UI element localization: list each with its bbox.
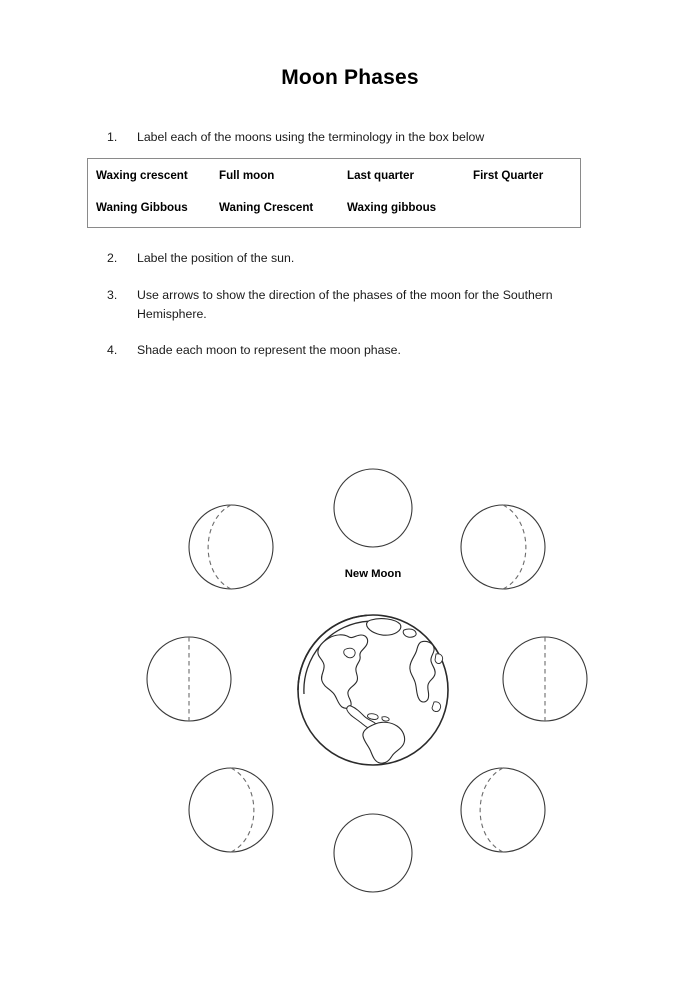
terminology-term: First Quarter: [473, 169, 544, 182]
instruction-text: Use arrows to show the direction of the phases of the moon for the Southern Hemisphere.: [137, 288, 553, 321]
landmass-limb-fragment: [435, 654, 443, 664]
landmass-arctic-island: [403, 629, 416, 637]
instruction-number: 1.: [107, 130, 118, 144]
instruction-number: 4.: [107, 343, 118, 357]
instruction-item-3: [107, 286, 562, 324]
moon-phase-diagram: [0, 430, 700, 930]
instruction-item-2: [107, 249, 577, 268]
terminology-term: Waning Crescent: [219, 201, 314, 214]
terminology-term: Waning Gibbous: [96, 201, 188, 214]
terminology-term: Waxing gibbous: [347, 201, 437, 214]
moon-top-center[interactable]: [334, 469, 412, 547]
instruction-text: Label each of the moons using the terminology in the box below: [137, 130, 485, 144]
terminology-term: Last quarter: [347, 169, 415, 182]
earth-globe: [298, 615, 448, 765]
moon-top-right[interactable]: [461, 505, 545, 589]
instruction-text: Shade each moon to represent the moon phase.: [137, 343, 401, 357]
moon-top-left[interactable]: [189, 505, 273, 589]
instruction-number: 2.: [107, 251, 118, 265]
terminology-term: Full moon: [219, 169, 275, 182]
landmass-caribbean-2: [382, 717, 389, 721]
instruction-item-1: [107, 128, 577, 147]
page-title: Moon Phases: [281, 66, 419, 89]
terminology-row: [88, 201, 580, 221]
terminology-row: [88, 169, 580, 189]
moon-middle-left[interactable]: [147, 637, 231, 721]
moon-label-new-moon: New Moon: [344, 568, 402, 580]
instruction-item-4: [107, 341, 577, 360]
moon-middle-right[interactable]: [503, 637, 587, 721]
moon-bottom-center[interactable]: [334, 814, 412, 892]
terminology-term: Waxing crescent: [96, 169, 188, 182]
landmass-limb-fragment-2: [432, 702, 441, 712]
instruction-number: 3.: [107, 288, 118, 302]
terminology-box: [87, 158, 581, 228]
moon-bottom-left[interactable]: [189, 768, 273, 852]
moon-bottom-right[interactable]: [461, 768, 545, 852]
instruction-text: Label the position of the sun.: [137, 251, 295, 265]
